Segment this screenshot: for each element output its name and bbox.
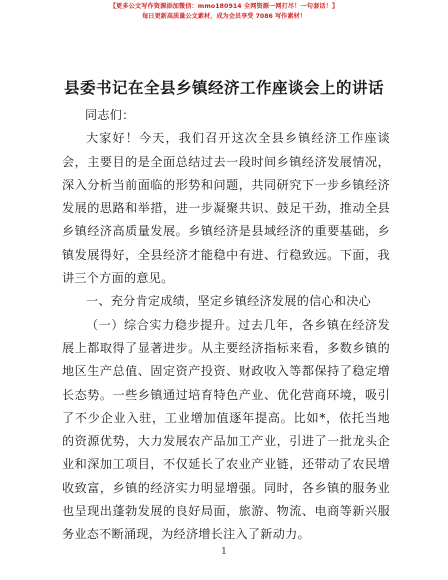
intro-paragraph: 大家好！今天，我们召开这次全县乡镇经济工作座谈会，主要目的是全面总结过去一段时间乡镇经济发展情况，深入分析当前面临的形势和问题，共同研究下一步乡镇经济发展的思路和举措，进一步凝聚共识、鼓足干劲，推动全县乡镇经济高质量发展。乡镇经济是县域经济的重要基础，乡镇发展得好，全县经济才能稳中有进、行稳致远。下面，我讲三个方面的意见。 [62,131,390,286]
banner-line-1: 【更多公文写作资源添加微信：mmo180914 全网资源一网打尽！一句套话！】 [109,3,339,10]
salutation: 同志们： [85,108,135,122]
page-number: 1 [221,547,227,557]
document-body [62,104,390,547]
header-banner [0,2,448,22]
subsection-paragraph: （一）综合实力稳步提升。过去几年，各乡镇在经济发展上都取得了显著进步。从主要经济指标来看，多数乡镇的地区生产总值、固定资产投资、财政收入等都保持了稳定增长态势。一些乡镇通过培育特色产业、优化营商环境，吸引了不少企业入驻，工业增加值逐年提高。比如*，依托当地的资源优势，大力发展农产品加工产业，引进了一批龙头企业和深加工项目，不仅延长了农业产业链，还带动了农民增收致富，乡镇的经济实力明显增强。同时，各乡镇的服务业也呈现出蓬勃发展的良好局面，旅游、物流、电商等新兴服务业态不断涌现，为经济增长注入了新动力。 [62,317,390,542]
banner-line-2: 每日更新高质量公文素材，成为会员享受 7086 写作素材！ [142,13,306,20]
section-heading: 一、充分肯定成绩，坚定乡镇经济发展的信心和决心 [86,294,372,309]
document-title: 县委书记在全县乡镇经济工作座谈会上的讲话 [63,79,384,97]
